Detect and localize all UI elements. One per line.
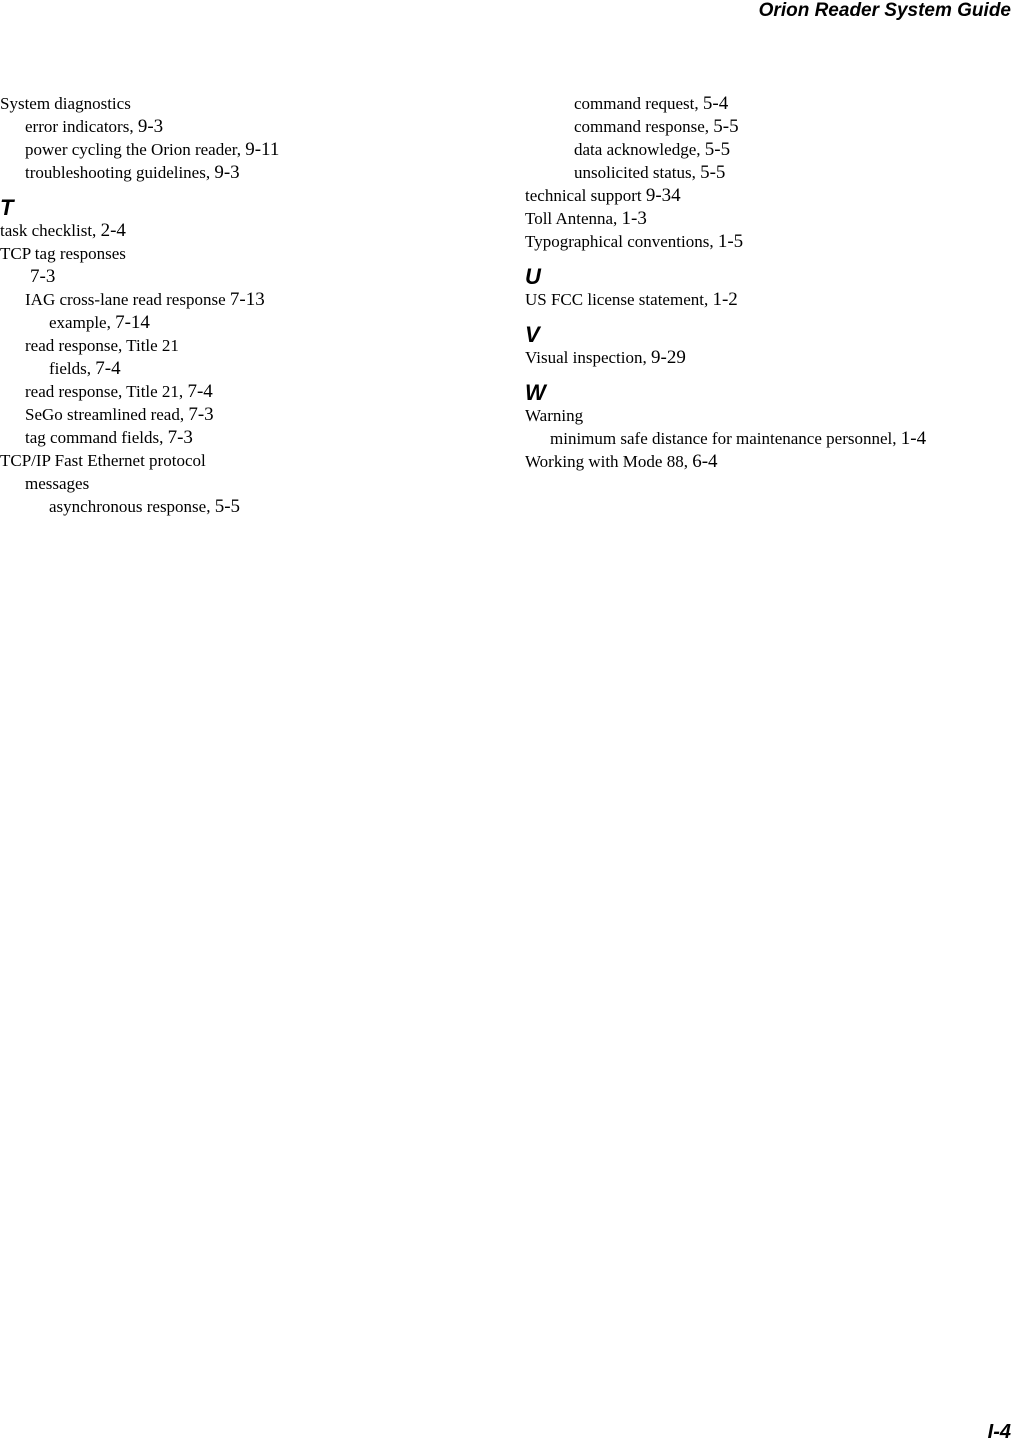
section-letter-t: T (0, 195, 14, 220)
index-subentry (0, 334, 500, 357)
index-entry (525, 184, 1005, 207)
page-reference[interactable]: 6-4 (692, 451, 718, 472)
index-entry (525, 346, 1005, 369)
entry-term: read response, Title 21 (25, 336, 179, 355)
section-letter-v: V (525, 322, 540, 347)
entry-term: command request, (574, 94, 699, 113)
page-reference[interactable]: 2-4 (100, 220, 126, 241)
entry-term: messages (25, 474, 90, 493)
index-subentry (0, 138, 500, 161)
index-subsubentry (525, 92, 1005, 115)
entry-term: data acknowledge, (574, 140, 701, 159)
entry-term: read response, Title 21, (25, 382, 184, 401)
entry-term: minimum safe distance for maintenance personnel, (550, 429, 897, 448)
index-subsubentry (525, 138, 1005, 161)
index-entry (0, 449, 500, 472)
entry-term: asynchronous response, (49, 497, 211, 516)
index-subsubentry (525, 161, 1005, 184)
index-entry (525, 450, 1005, 473)
page-reference[interactable]: 9-11 (245, 139, 280, 160)
page-reference[interactable]: 9-34 (645, 185, 681, 206)
entry-term: error indicators, (25, 117, 134, 136)
entry-term: Visual inspection, (525, 348, 647, 367)
page-reference[interactable]: 9-29 (651, 347, 686, 368)
entry-term: IAG cross-lane read response (25, 290, 226, 309)
entry-term: Warning (525, 406, 584, 425)
entry-term: troubleshooting guidelines, (25, 163, 211, 182)
index-entry (0, 242, 500, 265)
index-subentry (0, 403, 500, 426)
page-reference[interactable]: 1-3 (621, 208, 647, 229)
entry-term: US FCC license statement, (525, 290, 709, 309)
page-reference[interactable]: 1-4 (900, 428, 927, 449)
index-entry (525, 288, 1005, 311)
page-reference[interactable]: 7-13 (229, 289, 265, 310)
page-reference[interactable]: 5-5 (713, 116, 739, 137)
page-reference[interactable]: 7-3 (188, 404, 214, 425)
index-column-left (0, 92, 500, 518)
page-reference[interactable]: 5-4 (702, 93, 729, 114)
section-letter-u: U (525, 264, 541, 289)
page-reference[interactable]: 7-4 (187, 381, 213, 402)
index-subsubentry (0, 311, 500, 334)
page-reference[interactable]: 7-4 (95, 358, 121, 379)
page-number: I-4 (987, 1421, 1011, 1443)
index-subentry (0, 115, 500, 138)
page-reference[interactable]: 5-5 (700, 162, 726, 183)
entry-term: Toll Antenna, (525, 209, 618, 228)
entry-term: TCP/IP Fast Ethernet protocol (0, 451, 206, 470)
page-reference[interactable]: 1-5 (717, 231, 744, 252)
entry-term: Working with Mode 88, (525, 452, 688, 471)
entry-term: Typographical conventions, (525, 232, 714, 251)
index-entry (525, 230, 1005, 253)
entry-term: TCP tag responses (0, 244, 126, 263)
section-letter-w: W (525, 380, 546, 405)
entry-term: unsolicited status, (574, 163, 696, 182)
index-subsubentry (0, 357, 500, 380)
index-entry (525, 207, 1005, 230)
entry-term: fields, (49, 359, 92, 378)
page-reference[interactable]: 1-2 (712, 289, 738, 310)
index-subsubentry (525, 115, 1005, 138)
index-subentry (0, 380, 500, 403)
page-reference[interactable]: 5-5 (704, 139, 731, 160)
entry-term: tag command fields, (25, 428, 164, 447)
entry-term: task checklist, (0, 221, 97, 240)
entry-term: technical support (525, 186, 642, 205)
entry-term: System diagnostics (0, 94, 131, 113)
page-reference[interactable]: 9-3 (214, 162, 240, 183)
index-subsubentry (0, 495, 500, 518)
index-entry (525, 404, 1005, 427)
entry-term: SeGo streamlined read, (25, 405, 185, 424)
index-subentry (525, 427, 1005, 450)
index-column-right (525, 92, 1005, 473)
index-entry (0, 219, 500, 242)
index-entry (0, 92, 500, 115)
page-reference[interactable]: 7-14 (115, 312, 150, 333)
index-subentry (0, 161, 500, 184)
page-reference[interactable]: 7-3 (30, 266, 56, 287)
index-subentry (0, 472, 500, 495)
entry-term: power cycling the Orion reader, (25, 140, 241, 159)
index-subentry (0, 426, 500, 449)
index-subentry (0, 288, 500, 311)
page-reference[interactable]: 7-3 (167, 427, 193, 448)
running-header: Orion Reader System Guide (758, 0, 1011, 21)
page-reference[interactable]: 5-5 (214, 496, 241, 517)
entry-term: command response, (574, 117, 710, 136)
page-reference[interactable]: 9-3 (137, 116, 164, 137)
entry-term: example, (49, 313, 111, 332)
